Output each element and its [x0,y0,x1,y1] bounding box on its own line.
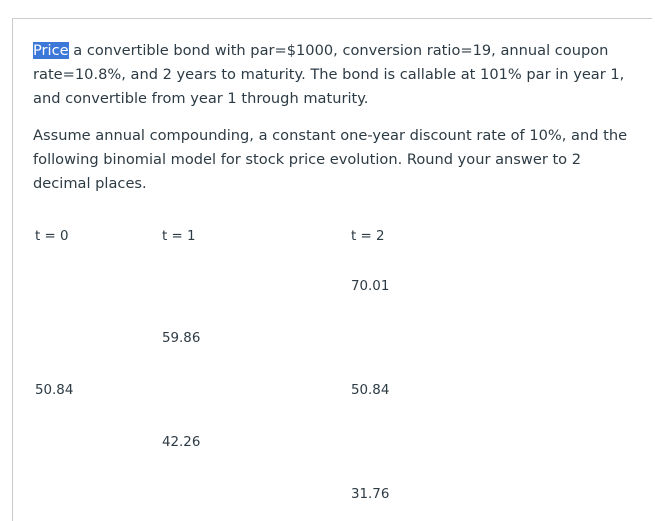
node-t2-up: 70.01 [351,279,390,294]
question-paragraph-2: Assume annual compounding, a constant one-year discount rate of 10%, and the following binomial model for stock price evolution. Round your answer to 2 decimal places. [33,127,628,192]
node-t2-down: 31.76 [351,487,390,502]
question-text-1: a convertible bond with par=$1000, conversion ratio=19, annual coupon rate=10.8%, and 2 years to maturity. The bond is callable at 101% par in year 1, and convertible from year 1 through maturity. [33,42,625,107]
highlighted-word: Price [33,42,69,59]
header-t2: t = 2 [351,229,385,244]
node-t1-down: 42.26 [162,435,201,450]
node-t2-mid: 50.84 [351,383,390,398]
question-paragraph-1 [33,39,633,111]
node-t1-up: 59.86 [162,331,201,346]
header-t0: t = 0 [35,229,69,244]
header-t1: t = 1 [162,229,196,244]
node-t0: 50.84 [35,383,74,398]
